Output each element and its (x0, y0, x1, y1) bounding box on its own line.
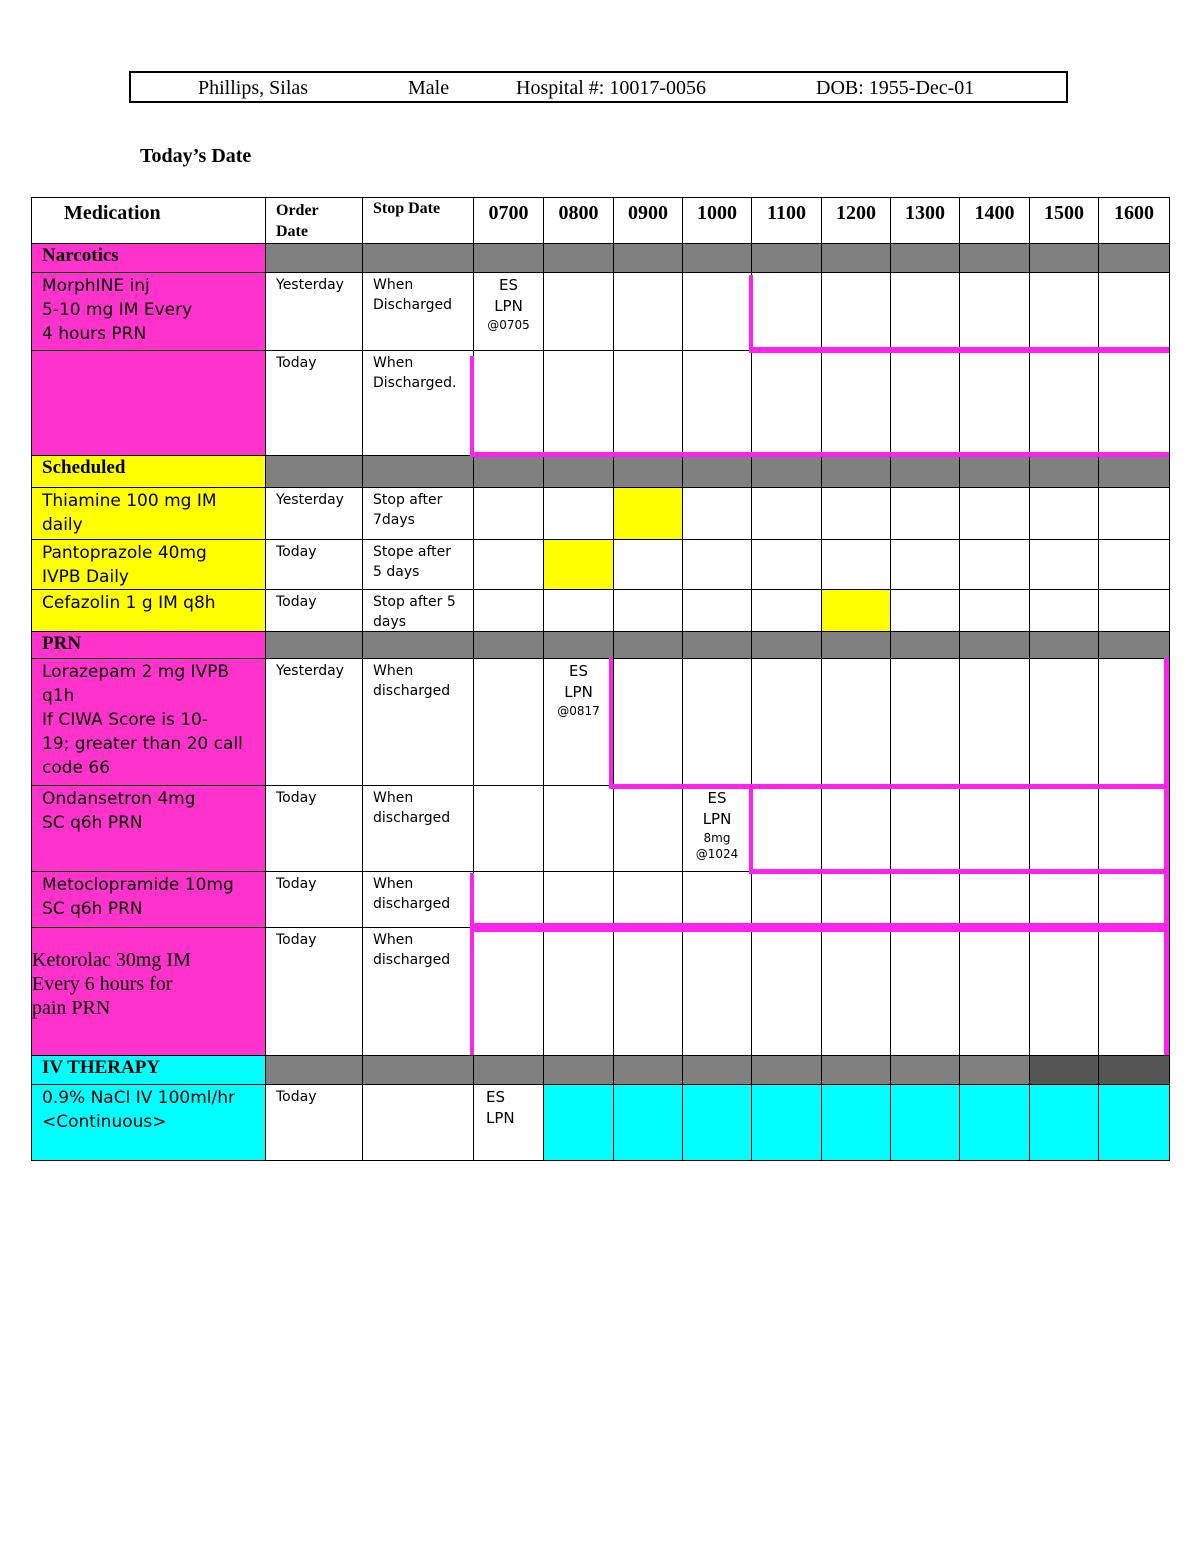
signature-time: @0705 (487, 318, 530, 332)
section-bar-cell (362, 455, 474, 488)
administration-cell-1300[interactable] (890, 589, 960, 632)
stop-date-cell (362, 487, 474, 540)
hour-header-1600 (1098, 197, 1170, 244)
order-date-header (265, 197, 363, 244)
administration-cell-1500[interactable] (1029, 1084, 1099, 1161)
administration-cell-0700[interactable] (473, 539, 544, 590)
order-date-cell (265, 589, 363, 632)
medication-name-cell (31, 487, 266, 540)
medication-name-cell (31, 589, 266, 632)
todays-date-label: Today’s Date (140, 145, 252, 167)
administration-cell-0700[interactable] (473, 589, 544, 632)
section-iv (31, 1055, 266, 1085)
order-date-value: Yesterday (276, 663, 344, 679)
section-bar-cell (682, 455, 752, 488)
bracket-line (609, 784, 1169, 789)
medication-name-cell (31, 539, 266, 590)
medication-name: Lorazepam 2 mg IVPB q1h If CIWA Score is 10- 19; greater than 20 call code 66 (42, 662, 243, 778)
bracket-line (1164, 873, 1169, 927)
order-date-value: Today (276, 355, 317, 371)
administration-cell-1100[interactable] (751, 1084, 822, 1161)
administration-cell-1300[interactable] (890, 272, 960, 351)
section-bar-cell (613, 455, 683, 488)
administration-cell-1100[interactable] (751, 927, 822, 1056)
administration-cell-1600[interactable] (1098, 871, 1170, 928)
administration-cell-1400[interactable] (959, 487, 1030, 540)
administration-cell-0700[interactable] (473, 487, 544, 540)
administration-cell-0800[interactable] (543, 350, 614, 456)
section-bar-cell (751, 1055, 822, 1085)
signature-time: @0817 (557, 704, 600, 718)
hour-header-label: 1200 (836, 202, 876, 224)
section-bar-cell (890, 1055, 960, 1085)
section-bar-cell (751, 631, 822, 659)
medication-name-cell (31, 785, 266, 872)
stop-date-value: When discharged (373, 790, 451, 826)
medication-header (31, 197, 266, 244)
administration-cell-1600[interactable] (1098, 487, 1170, 540)
stop-date-cell (362, 589, 474, 632)
stop-date-value: Stop after 5 days (373, 594, 456, 630)
administration-cell-0900[interactable] (613, 487, 683, 540)
signature-initials: ES (707, 789, 727, 807)
administration-cell-1000[interactable] (682, 272, 752, 351)
administration-cell-1100[interactable] (751, 539, 822, 590)
section-bar-cell (821, 631, 891, 659)
hour-header-1400 (959, 197, 1030, 244)
section-bar-cell (890, 243, 960, 273)
administration-cell-0800[interactable] (543, 539, 614, 590)
administration-cell-0900[interactable] (613, 785, 683, 872)
administration-cell-0900[interactable] (613, 350, 683, 456)
administration-cell-1300[interactable] (890, 539, 960, 590)
administration-cell-1300[interactable] (890, 871, 960, 928)
section-bar-cell (1029, 631, 1099, 659)
administration-cell-0700[interactable] (473, 871, 544, 928)
stop-date-cell (362, 272, 474, 351)
administration-cell-1100[interactable] (751, 350, 822, 456)
stop-date-cell (362, 658, 474, 786)
hour-header-label: 0900 (628, 202, 668, 224)
section-bar-cell (1098, 1055, 1170, 1085)
section-bar-cell (959, 1055, 1030, 1085)
section-bar-cell (821, 243, 891, 273)
administration-cell-1200[interactable] (821, 539, 891, 590)
section-bar-cell (959, 631, 1030, 659)
order-date-cell (265, 658, 363, 786)
order-date-value: Today (276, 876, 317, 892)
section-narcotics (31, 243, 266, 273)
signature-time: @1024 (695, 847, 739, 861)
administration-cell-1300[interactable] (890, 350, 960, 456)
administration-cell-0800[interactable] (543, 272, 614, 351)
administration-cell-1000[interactable] (682, 871, 752, 928)
section-label: PRN (42, 633, 82, 654)
administration-cell-0900[interactable] (613, 272, 683, 351)
hour-header-0900 (613, 197, 683, 244)
administration-cell-1400[interactable] (959, 1084, 1030, 1161)
administration-cell-1200[interactable] (821, 785, 891, 872)
administration-cell-0700[interactable] (473, 658, 544, 786)
administration-cell-0800[interactable] (543, 589, 614, 632)
signature-dose: 8mg (703, 831, 731, 845)
administration-cell-1500[interactable] (1029, 785, 1099, 872)
section-bar-cell (265, 631, 363, 659)
signature-initials: ES (569, 662, 588, 680)
signature-initials: ES (486, 1088, 505, 1106)
hour-header-1500 (1029, 197, 1099, 244)
bracket-line (470, 452, 1169, 457)
order-date-header-label: Order Date (276, 202, 319, 240)
administration-cell-1400[interactable] (959, 927, 1030, 1056)
section-bar-cell (890, 631, 960, 659)
administration-cell-1000[interactable] (682, 589, 752, 632)
administration-cell-1600[interactable] (1098, 1084, 1170, 1161)
section-bar-cell (362, 631, 474, 659)
medication-name-cell (31, 871, 266, 928)
administration-cell-1100[interactable] (751, 785, 822, 872)
administration-cell-1600[interactable] (1098, 927, 1170, 1056)
hour-header-1100 (751, 197, 822, 244)
bracket-line (749, 787, 753, 874)
administration-cell-1200[interactable] (821, 487, 891, 540)
stop-date-value: Stop after 7days (373, 492, 443, 528)
order-date-cell (265, 487, 363, 540)
section-bar-cell (543, 243, 614, 273)
order-date-cell (265, 539, 363, 590)
administration-cell-1600[interactable] (1098, 658, 1170, 786)
bracket-line (1164, 658, 1169, 788)
section-bar-cell (1029, 1055, 1099, 1085)
section-bar-cell (682, 243, 752, 273)
section-bar-cell (613, 631, 683, 659)
bracket-line (1164, 787, 1169, 874)
order-date-cell (265, 927, 363, 1056)
stop-date-cell (362, 1084, 474, 1161)
order-date-value: Today (276, 594, 317, 610)
administration-cell-1100[interactable] (751, 871, 822, 928)
stop-date-cell (362, 927, 474, 1056)
section-bar-cell (613, 1055, 683, 1085)
administration-cell-0700[interactable] (473, 927, 544, 1056)
administration-cell-0900[interactable] (613, 589, 683, 632)
administration-cell-1600[interactable] (1098, 785, 1170, 872)
section-label: Scheduled (42, 457, 126, 478)
order-date-value: Yesterday (276, 492, 344, 508)
bracket-line (749, 869, 1169, 874)
administration-cell-1300[interactable] (890, 658, 960, 786)
stop-date-value: When discharged (373, 932, 451, 968)
section-label: IV THERAPY (42, 1057, 161, 1078)
administration-cell-0800[interactable] (543, 487, 614, 540)
order-date-cell (265, 785, 363, 872)
medication-name-cell (31, 927, 266, 1056)
section-bar-cell (1098, 455, 1170, 488)
hour-header-label: 1600 (1114, 202, 1154, 224)
administration-cell-0800[interactable] (543, 658, 614, 786)
administration-cell-0800[interactable] (543, 785, 614, 872)
section-bar-cell (751, 243, 822, 273)
administration-cell-1100[interactable] (751, 658, 822, 786)
order-date-value: Today (276, 790, 317, 806)
section-label: Narcotics (42, 245, 119, 266)
bracket-line (470, 356, 474, 456)
patient-name: Phillips, Silas (198, 77, 309, 99)
administration-cell-0700[interactable] (473, 1084, 544, 1161)
hour-header-1200 (821, 197, 891, 244)
section-bar-cell (362, 1055, 474, 1085)
administration-cell-1500[interactable] (1029, 589, 1099, 632)
patient-sex: Male (408, 77, 450, 99)
patient-header (129, 71, 1068, 103)
medication-header-label: Medication (64, 202, 161, 224)
administration-cell-1600[interactable] (1098, 350, 1170, 456)
hour-header-label: 1400 (974, 202, 1015, 224)
hour-header-1000 (682, 197, 752, 244)
administration-cell-0700[interactable] (473, 272, 544, 351)
section-bar-cell (959, 455, 1030, 488)
medication-name-cell (31, 350, 266, 456)
section-bar-cell (1029, 455, 1099, 488)
administration-cell-1500[interactable] (1029, 487, 1099, 540)
medication-name: Ondansetron 4mg SC q6h PRN (42, 789, 196, 833)
bracket-line (470, 929, 474, 1055)
administration-cell-1200[interactable] (821, 1084, 891, 1161)
administration-cell-1500[interactable] (1029, 658, 1099, 786)
section-bar-cell (543, 1055, 614, 1085)
medication-name: Pantoprazole 40mg IVPB Daily (42, 543, 207, 587)
administration-cell-1000[interactable] (682, 350, 752, 456)
administration-cell-1200[interactable] (821, 272, 891, 351)
section-bar-cell (1098, 631, 1170, 659)
administration-cell-1400[interactable] (959, 539, 1030, 590)
date-of-birth: DOB: 1955-Dec-01 (816, 77, 975, 99)
section-bar-cell (1029, 243, 1099, 273)
section-bar-cell (1098, 243, 1170, 273)
administration-cell-1400[interactable] (959, 871, 1030, 928)
section-bar-cell (362, 243, 474, 273)
signature-initials: ES (499, 276, 518, 294)
administration-cell-1200[interactable] (821, 350, 891, 456)
stop-date-header-label: Stop Date (373, 200, 441, 217)
section-bar-cell (821, 1055, 891, 1085)
medication-name: Ketorolac 30mg IM Every 6 hours for pain PRN (32, 949, 191, 1019)
administration-cell-1600[interactable] (1098, 539, 1170, 590)
administration-cell-1000[interactable] (682, 785, 752, 872)
medication-name: MorphINE inj 5-10 mg IM Every 4 hours PRN (42, 276, 193, 344)
section-bar-cell (682, 631, 752, 659)
signature-role: LPN (702, 810, 732, 828)
administration-cell-1000[interactable] (682, 487, 752, 540)
administration-cell-1400[interactable] (959, 658, 1030, 786)
section-bar-cell (543, 455, 614, 488)
section-bar-cell (543, 631, 614, 659)
medication-name: Metoclopramide 10mg SC q6h PRN (42, 875, 234, 919)
hour-header-label: 1500 (1044, 202, 1084, 224)
administration-cell-1300[interactable] (890, 487, 960, 540)
stop-date-header (362, 197, 474, 244)
order-date-cell (265, 871, 363, 928)
administration-cell-1500[interactable] (1029, 539, 1099, 590)
section-bar-cell (473, 631, 544, 659)
hour-header-1300 (890, 197, 960, 244)
administration-cell-0900[interactable] (613, 658, 683, 786)
administration-cell-0700[interactable] (473, 350, 544, 456)
administration-cell-0700[interactable] (473, 785, 544, 872)
administration-cell-1300[interactable] (890, 1084, 960, 1161)
order-date-value: Today (276, 544, 317, 560)
section-bar-cell (751, 455, 822, 488)
medication-administration-record (31, 197, 1169, 1161)
section-bar-cell (682, 1055, 752, 1085)
administration-cell-1000[interactable] (682, 539, 752, 590)
administration-cell-0800[interactable] (543, 927, 614, 1056)
medication-name: 0.9% NaCl IV 100ml/hr <Continuous> (42, 1088, 235, 1132)
section-bar-cell (890, 455, 960, 488)
bracket-line (749, 347, 1169, 353)
administration-cell-1400[interactable] (959, 589, 1030, 632)
administration-cell-1200[interactable] (821, 589, 891, 632)
bracket-line (470, 873, 474, 927)
administration-cell-1200[interactable] (821, 658, 891, 786)
section-bar-cell (613, 243, 683, 273)
administration-cell-1500[interactable] (1029, 927, 1099, 1056)
bracket-line (609, 658, 613, 788)
administration-cell-1300[interactable] (890, 785, 960, 872)
order-date-cell (265, 272, 363, 351)
administration-cell-1600[interactable] (1098, 589, 1170, 632)
bracket-line (470, 927, 1169, 932)
bracket-line (1164, 929, 1169, 1055)
medication-name-cell (31, 1084, 266, 1161)
administration-cell-1200[interactable] (821, 871, 891, 928)
medication-name-cell (31, 272, 266, 351)
signature-role: LPN (494, 297, 523, 315)
administration-cell-1400[interactable] (959, 272, 1030, 351)
medication-name: Cefazolin 1 g IM q8h (42, 593, 216, 613)
section-bar-cell (473, 243, 544, 273)
section-bar-cell (265, 1055, 363, 1085)
administration-cell-1500[interactable] (1029, 871, 1099, 928)
administration-cell-1100[interactable] (751, 589, 822, 632)
order-date-value: Today (276, 1089, 317, 1105)
section-bar-cell (265, 455, 363, 488)
order-date-cell (265, 350, 363, 456)
administration-cell-1400[interactable] (959, 350, 1030, 456)
administration-cell-0900[interactable] (613, 871, 683, 928)
stop-date-cell (362, 350, 474, 456)
medication-name: Thiamine 100 mg IM daily (42, 491, 217, 535)
hospital-number: Hospital #: 10017-0056 (516, 77, 706, 99)
medication-name (32, 351, 265, 352)
stop-date-value: Stope after 5 days (373, 544, 452, 580)
stop-date-value (363, 1085, 473, 1087)
stop-date-value: When Discharged. (373, 355, 457, 391)
hour-header-0800 (543, 197, 614, 244)
stop-date-value: When Discharged (373, 277, 453, 313)
administration-cell-1100[interactable] (751, 487, 822, 540)
hour-header-0700 (473, 197, 544, 244)
section-bar-cell (473, 1055, 544, 1085)
medication-name-cell (31, 658, 266, 786)
administration-cell-1000[interactable] (682, 927, 752, 1056)
order-date-value: Today (276, 932, 317, 948)
administration-cell-1200[interactable] (821, 927, 891, 1056)
administration-cell-0900[interactable] (613, 1084, 683, 1161)
stop-date-value: When discharged (373, 663, 451, 699)
stop-date-cell (362, 785, 474, 872)
administration-cell-0900[interactable] (613, 927, 683, 1056)
section-bar-cell (959, 243, 1030, 273)
administration-cell-1600[interactable] (1098, 272, 1170, 351)
hour-header-label: 1300 (905, 202, 945, 224)
administration-cell-1400[interactable] (959, 785, 1030, 872)
signature-role: LPN (564, 683, 593, 701)
administration-cell-0800[interactable] (543, 1084, 614, 1161)
administration-cell-1000[interactable] (682, 658, 752, 786)
section-scheduled (31, 455, 266, 488)
hour-header-label: 1100 (767, 202, 806, 224)
stop-date-cell (362, 871, 474, 928)
section-bar-cell (473, 455, 544, 488)
administration-cell-1000[interactable] (682, 1084, 752, 1161)
bracket-line (749, 275, 753, 353)
administration-cell-0800[interactable] (543, 871, 614, 928)
administration-cell-1100[interactable] (751, 272, 822, 351)
administration-cell-1300[interactable] (890, 927, 960, 1056)
administration-cell-1500[interactable] (1029, 350, 1099, 456)
administration-cell-1500[interactable] (1029, 272, 1099, 351)
order-date-cell (265, 1084, 363, 1161)
stop-date-cell (362, 539, 474, 590)
hour-header-label: 0800 (558, 202, 599, 224)
section-bar-cell (265, 243, 363, 273)
administration-cell-0900[interactable] (613, 539, 683, 590)
stop-date-value: When discharged (373, 876, 451, 912)
hour-header-label: 0700 (488, 202, 529, 224)
order-date-value: Yesterday (276, 277, 344, 293)
signature-role: LPN (486, 1109, 515, 1127)
section-bar-cell (821, 455, 891, 488)
section-prn (31, 631, 266, 659)
hour-header-label: 1000 (697, 202, 737, 224)
